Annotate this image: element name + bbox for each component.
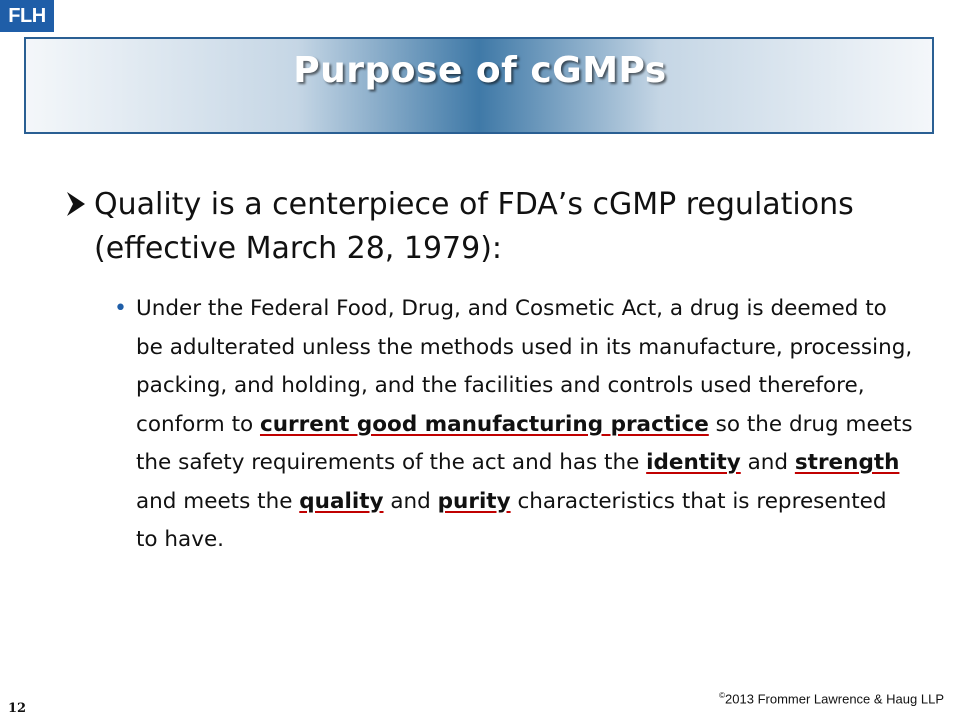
text-segment: characteristics that is represented to have. [136, 488, 887, 552]
copyright-notice [719, 691, 944, 706]
emphasis-identity: identity [646, 450, 741, 475]
emphasis-strength: strength [794, 450, 900, 475]
dot-bullet-icon: • [114, 296, 127, 321]
slide-title: Purpose of cGMPs [293, 50, 667, 91]
arrow-bullet-icon [64, 189, 88, 219]
text-segment: so the drug meets the safety requirements of the act and has the [136, 411, 913, 475]
emphasis-quality: quality [299, 488, 384, 514]
logo-text: FLH [8, 4, 46, 27]
copyright-text: 2013 Frommer Lawrence & Haug LLP [725, 691, 944, 707]
text-segment: and meets the [136, 488, 300, 514]
sub-bullet [114, 290, 914, 560]
copyright-symbol: © [719, 691, 726, 700]
main-bullet [64, 183, 924, 271]
page-number: 12 [8, 701, 27, 716]
sub-bullet-text [136, 290, 914, 560]
company-logo [0, 0, 54, 32]
main-bullet-text: Quality is a centerpiece of FDA’s cGMP regulations (effective March 28, 1979): [94, 187, 854, 266]
text-segment: Under the Federal Food, Drug, and Cosmetic Act, a drug is deemed to be adulterated unless the methods used in its manufacture, processing, packing, and holding, and the facilities and controls used therefore, conform to [136, 296, 913, 437]
text-segment: and [383, 488, 438, 514]
emphasis-purity: purity [437, 488, 511, 514]
text-segment: and [740, 450, 795, 475]
emphasis-cgmp: current good manufacturing practice [259, 411, 709, 437]
